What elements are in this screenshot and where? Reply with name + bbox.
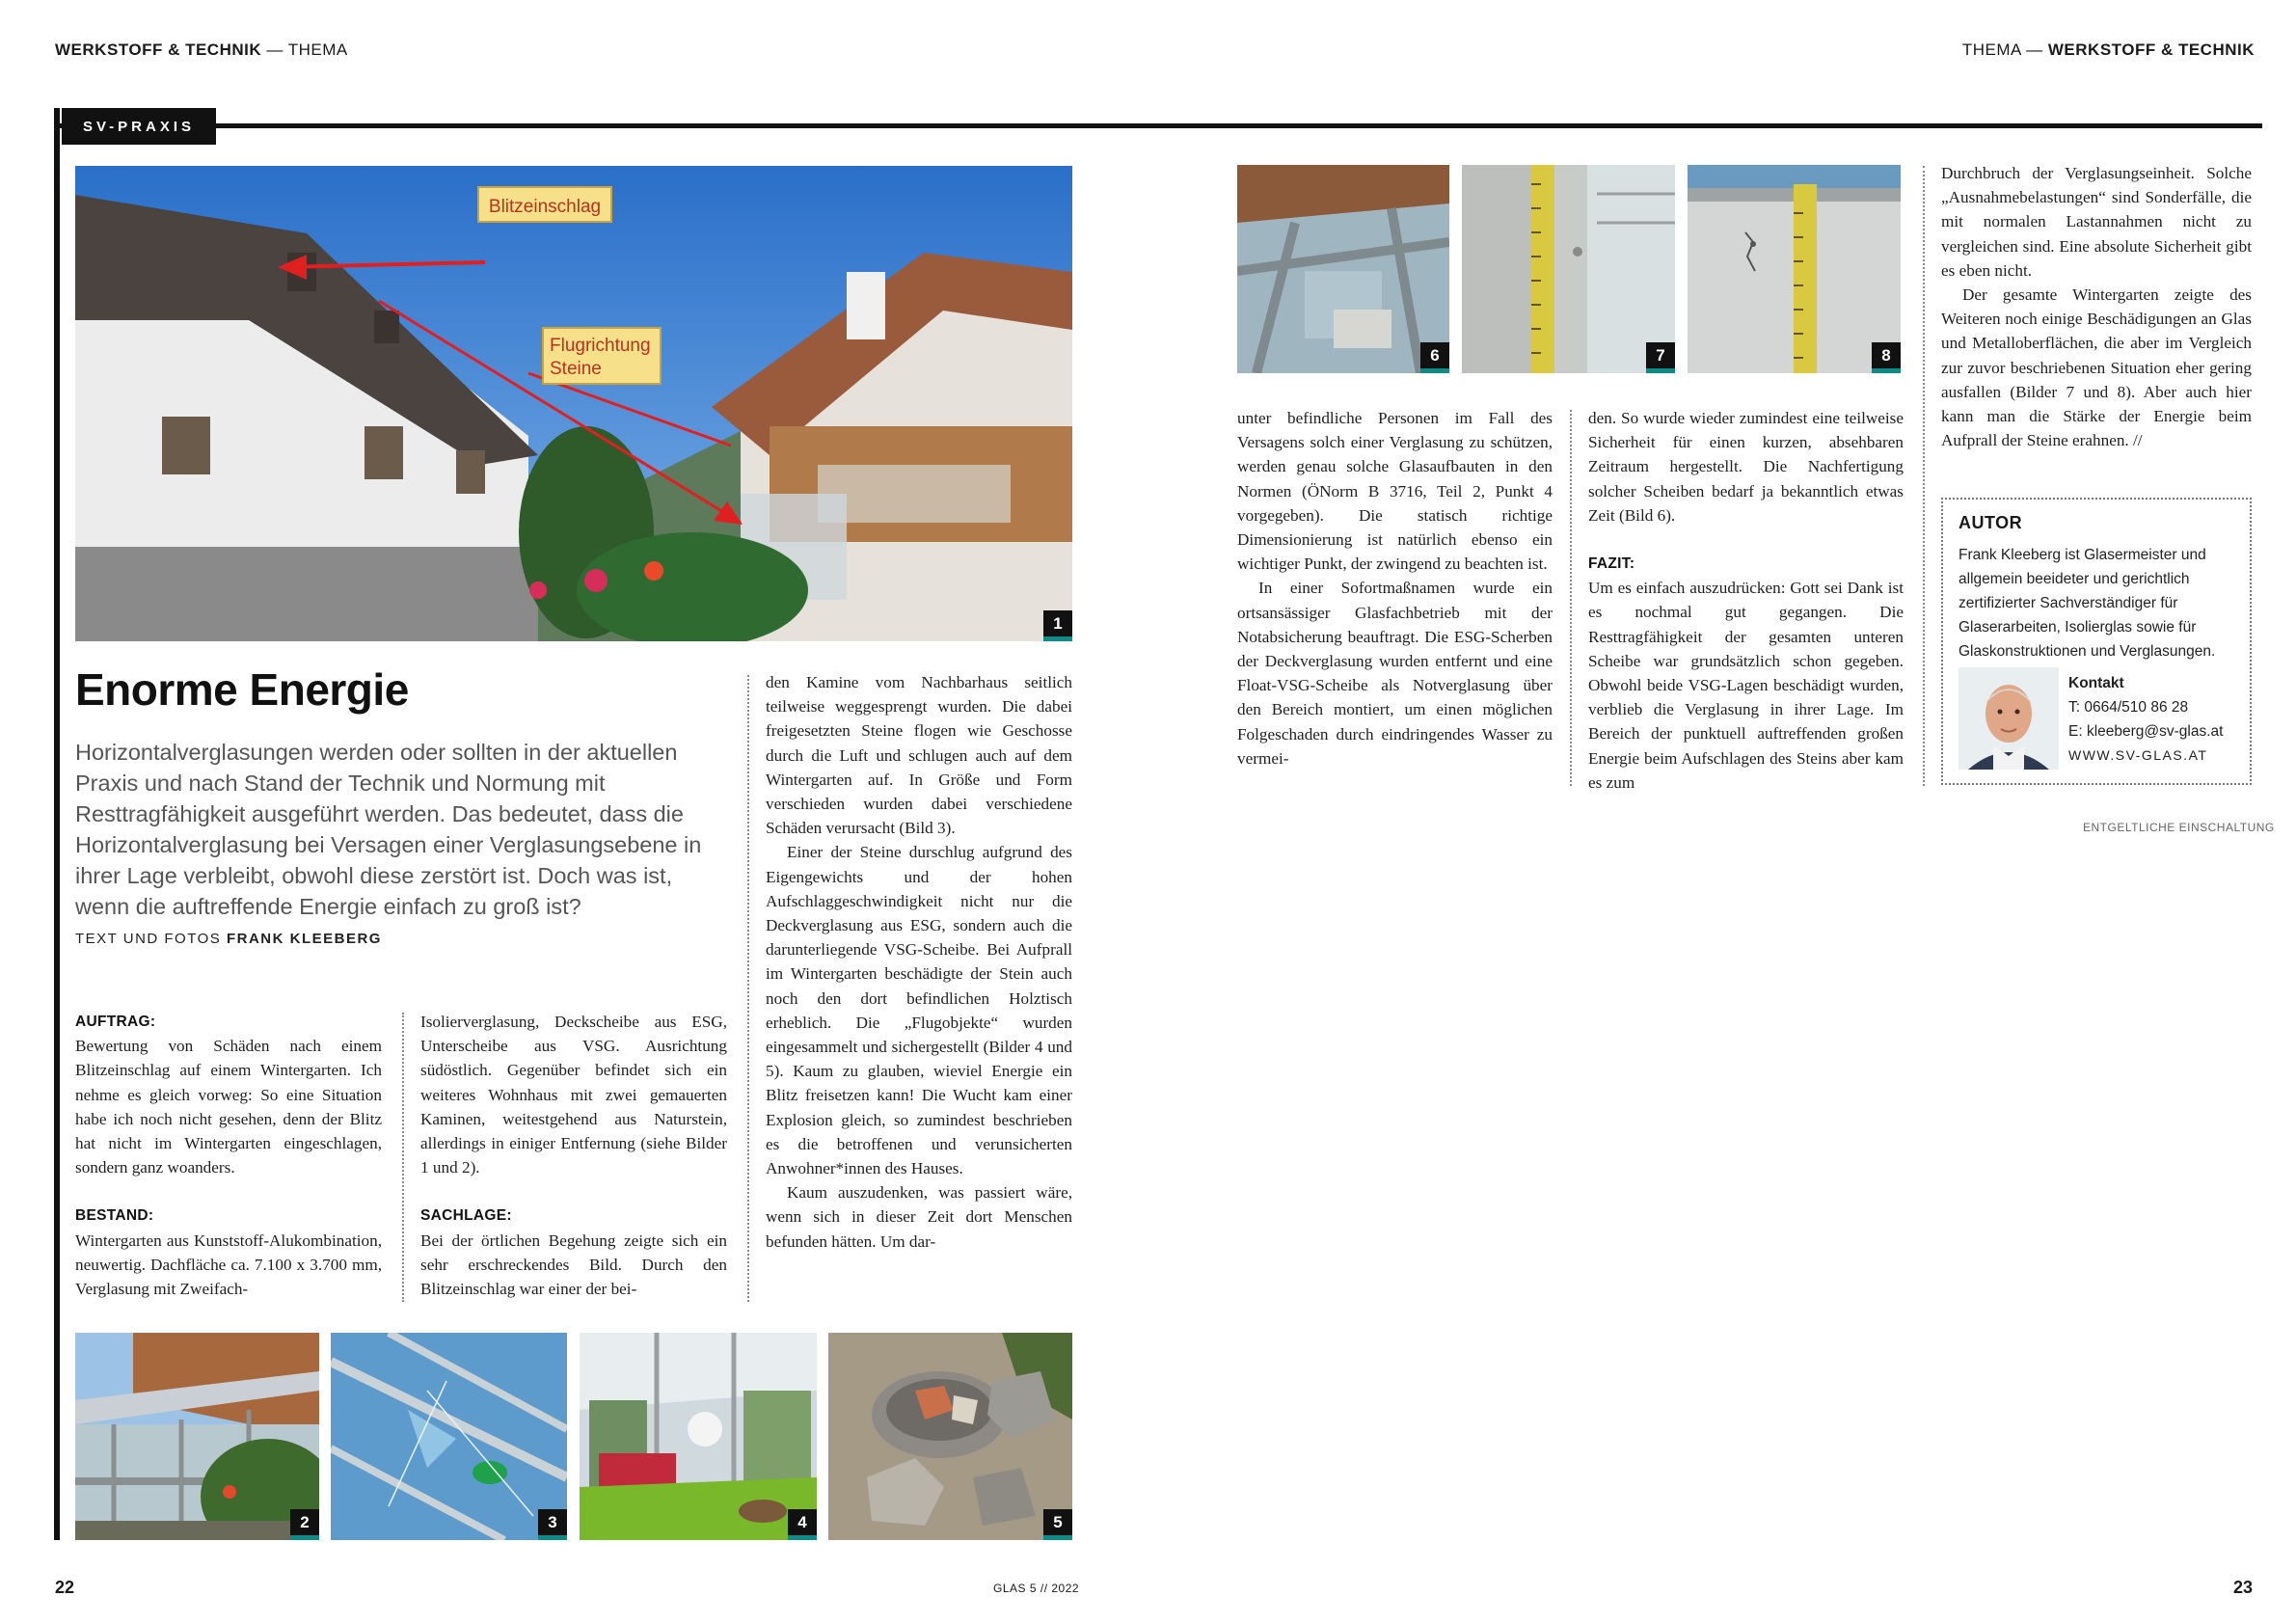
subhead-auftrag: AUFTRAG: xyxy=(75,1014,156,1030)
photo-8-image xyxy=(1688,165,1901,373)
contact-email[interactable]: E: kleeberg@sv-glas.at xyxy=(2068,723,2224,740)
column-5 xyxy=(1588,406,1904,795)
photo-1-caption-flight-2: Steine xyxy=(550,359,602,379)
column-3-paragraph-1: den Kamine vom Nachbarhaus seitlich teilweise weggesprengt wurden. Die dabei freigesetzten Steine flogen wie Geschosse durch die Luft und schlugen auch auf dem Wintergarten auf. In Größe und Form verschieden wurden dabei verschiedene Schäden verursacht (Bild 3). xyxy=(766,673,1072,838)
column-divider-5 xyxy=(1923,166,1925,786)
article-title: Enorme Energie xyxy=(75,664,409,715)
running-head-right-thema: THEMA — xyxy=(1961,41,2048,59)
column-2 xyxy=(420,1010,727,1301)
running-head-left xyxy=(55,41,348,60)
photo-7-image xyxy=(1462,165,1675,373)
author-bio: Frank Kleeberg ist Glasermeister und allgemein beeideter und gerichtlich zertifizierter Sachverständiger für Glaserarbeiten, Isolierglas sowie für Glaskonstruktionen und Verglasungen. xyxy=(1958,547,2216,660)
column-divider-4 xyxy=(1570,410,1572,786)
photo-1-caption-flight-1: Flugrichtung xyxy=(550,336,651,356)
byline-author: FRANK KLEEBERG xyxy=(226,931,382,947)
running-head-left-section: WERKSTOFF & TECHNIK xyxy=(55,41,262,59)
column-divider-1 xyxy=(402,1013,404,1302)
photo-2-wintergarden xyxy=(75,1333,319,1540)
column-3-paragraph-3: Kaum auszudenken, was passiert wäre, wenn sich in dieser Zeit dort Menschen befunden hätten. Um dar- xyxy=(766,1183,1072,1251)
photo-5-number: 5 xyxy=(1043,1509,1072,1540)
sachlage-text: Bei der örtlichen Begehung zeigte sich ein sehr erschreckendes Bild. Durch den Blitzeinschlag war einer der bei- xyxy=(420,1231,727,1299)
advertorial-note: ENTGELTLICHE EINSCHALTUNG xyxy=(2083,821,2275,834)
column-4-paragraph-2: In einer Sofortmaßnamen wurde ein ortsansässiger Glasfachbetrieb mit der Notabsicherung beauftragt. Die ESG-Scherben der Deckverglasung wurden entfernt und eine Float-VSG-Scheibe als Notverglasung über den Bereich montiert, um einen möglichen Folgeschaden durch eindringendes Wasser zu vermei- xyxy=(1237,579,1553,768)
page-number-left: 22 xyxy=(55,1578,75,1597)
photo-1-lightning-strike xyxy=(75,166,1072,641)
author-contact xyxy=(2068,671,2223,768)
photo-8-number: 8 xyxy=(1872,342,1901,373)
issue-label: GLAS 5 // 2022 xyxy=(993,1582,1080,1595)
fazit-text: Um es einfach auszudrücken: Gott sei Dank ist es nochmal gut gegangen. Die Resttragfähigkeit der gesamten unteren Scheibe war grundsätzlich schon gegeben. Obwohl beide VSG-Lagen beschädigt wurden, verblieb die Verglasung in ihrer Lage. Im Bereich der punktuell auftreffenden großen Energie beim Aufschlagen des Steins aber kam es zum xyxy=(1588,579,1904,792)
subhead-bestand: BESTAND: xyxy=(75,1207,154,1225)
column-6-paragraph-2: Der gesamte Wintergarten zeigte des Weiteren noch einige Beschädigungen an Glas und Metalloberflächen, die aber im Vergleich zur zuvor beschriebenen Situation eher gering ausfallen (Bilder 7 und 8). Aber auch hier kann man die Stärke der Energie beim Aufprall der Steine erahnen. // xyxy=(1941,285,2252,450)
photo-6-repair xyxy=(1237,165,1449,373)
column-1 xyxy=(75,1010,382,1301)
photo-4-interior-damage xyxy=(580,1333,817,1540)
photo-7-frame-damage xyxy=(1462,165,1675,373)
column-3 xyxy=(766,670,1072,1254)
column-4 xyxy=(1237,406,1553,771)
article-byline xyxy=(75,931,382,947)
subhead-sachlage: SACHLAGE: xyxy=(420,1207,512,1225)
author-photo xyxy=(1958,667,2059,770)
byline-label: TEXT UND FOTOS xyxy=(75,931,227,947)
running-head-right xyxy=(1962,41,2255,60)
author-box-heading: AUTOR xyxy=(1958,513,2023,532)
column-4-paragraph-1: unter befindliche Personen im Fall des Versagens solch einer Verglasung zu schützen, werden genau solche Glasaufbauten in den Normen (ÖNorm B 3716, Teil 2, Punkt 4 vorgegeben). Die statisch richtige Dimensionierung ist natürlich ebenso ein wichtiger Punkt, der zwingend zu beachten ist. xyxy=(1237,409,1553,574)
photo-3-image xyxy=(331,1333,567,1540)
photo-2-number: 2 xyxy=(290,1509,319,1540)
section-side-rule xyxy=(54,108,60,1540)
auftrag-text: Bewertung von Schäden nach einem Blitzeinschlag auf einem Wintergarten. Ich nehme es gleich vorweg: So eine Situation habe ich noch nicht gesehen, denn der Blitz hat nicht im Wintergarten eingeschlagen, sondern ganz woanders. xyxy=(75,1037,382,1177)
photo-6-number: 6 xyxy=(1420,342,1449,373)
bestand-text: Wintergarten aus Kunststoff-Alukombination, neuwertig. Dachfläche ca. 7.100 x 3.700 mm, Verglasung mit Zweifach- xyxy=(75,1231,382,1299)
photo-1-number: 1 xyxy=(1043,610,1072,641)
article-lead: Horizontalverglasungen werden oder sollten in der aktuellen Praxis und nach Stand der Technik und Normung mit Resttragfähigkeit ausgeführt werden. Das bedeutet, dass die Horizontalverglasung bei Versagen einer Verglasungsebene in ihrer Lage verbleibt, obwohl diese zerstört ist. Doch was ist, wenn die auftreffende Energie einfach zu groß ist? xyxy=(75,740,702,919)
photo-1-caption-lightning: Blitzeinschlag xyxy=(488,197,602,217)
photo-3-broken-glass xyxy=(331,1333,567,1540)
column-3-paragraph-2: Einer der Steine durschlug aufgrund des Eigengewichts und der hohen Aufschlaggeschwindigkeit nicht nur die Deckverglasung aus ESG, sondern auch die darunterliegende VSG-Scheibe. Bei Aufprall im Wintergarten beschädigte der Stein auch noch den dort befindlichen Holztisch erheblich. Die „Flugobjekte“ wurden eingesammelt und sichergestellt (Bilder 4 und 5). Kaum zu glauben, wieviel Energie ein Blitz freisetzen kann! Die Wucht kam einer Explosion gleich, so zumindest beschrieben es die betroffenen und verunsicherten Anwohner*innen des Hauses. xyxy=(766,843,1072,1178)
section-top-rule xyxy=(54,123,2262,128)
page-number-right: 23 xyxy=(2232,1578,2253,1597)
photo-5-image xyxy=(828,1333,1072,1540)
author-box xyxy=(1941,498,2252,785)
subhead-fazit: FAZIT: xyxy=(1588,555,1635,573)
photo-4-image xyxy=(580,1333,817,1540)
column-6 xyxy=(1941,161,2252,452)
contact-phone: T: 0664/510 86 28 xyxy=(2068,699,2189,716)
running-head-left-thema: — THEMA xyxy=(261,41,348,59)
photo-8-surface-damage xyxy=(1688,165,1901,373)
column-6-paragraph-1: Durchbruch der Verglasungseinheit. Solche „Ausnahmebelastungen“ sind Sonderfälle, die mit normalen Lastannahmen nicht zu vergleichen sind. Eine absolute Sicherheit gibt es eben nicht. xyxy=(1941,164,2252,280)
author-avatar xyxy=(1958,667,2059,770)
column-divider-2 xyxy=(747,675,749,1302)
photo-2-image xyxy=(75,1333,319,1540)
photo-5-collected-stones xyxy=(828,1333,1072,1540)
running-head-right-section: WERKSTOFF & TECHNIK xyxy=(2047,41,2255,59)
section-tag: SV-PRAXIS xyxy=(62,108,216,145)
contact-website[interactable]: WWW.SV-GLAS.AT xyxy=(2068,747,2208,763)
photo-3-number: 3 xyxy=(538,1509,567,1540)
photo-1-image xyxy=(75,166,1072,641)
column-5-paragraph-1: den. So wurde wieder zumindest eine teilweise Sicherheit für einen kurzen, absehbaren Zeitraum hergestellt. Die Nachfertigung solcher Scheiben bedarf ja bekanntlich etwas Zeit (Bild 6). xyxy=(1588,409,1904,525)
photo-7-number: 7 xyxy=(1646,342,1675,373)
column-2-text: Isolierverglasung, Deckscheibe aus ESG, Unterscheibe aus VSG. Ausrichtung südöstlich. Gegenüber befindet sich ein weiteres Wohnhaus mit zwei gemauerten Kaminen, weitestgehend aus Naturstein, allerdings in einiger Entfernung (siehe Bilder 1 und 2). xyxy=(420,1013,727,1177)
photo-6-image xyxy=(1237,165,1449,373)
contact-label: Kontakt xyxy=(2068,675,2124,691)
photo-4-number: 4 xyxy=(788,1509,817,1540)
